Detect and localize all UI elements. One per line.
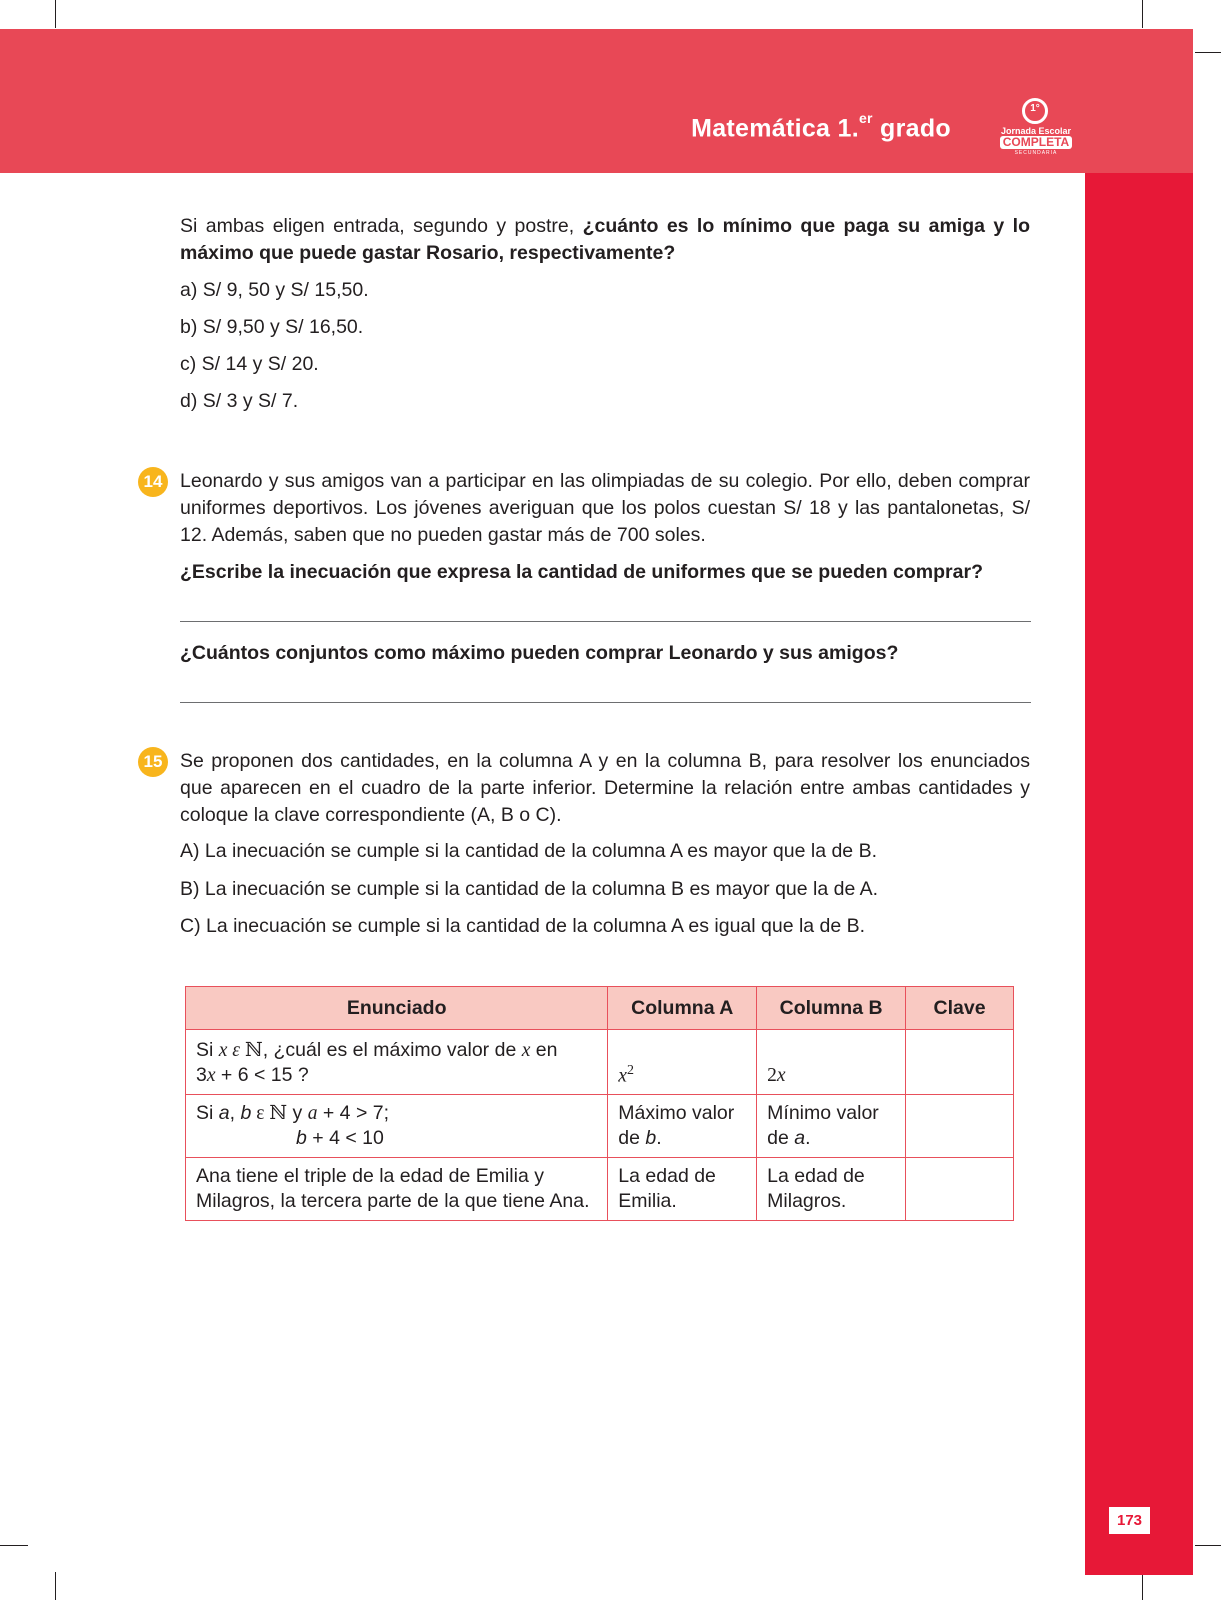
crop-mark — [1142, 1572, 1143, 1600]
clave-cell[interactable] — [906, 1095, 1014, 1158]
header-columna-b: Columna B — [757, 987, 906, 1030]
page-number: 173 — [1109, 1507, 1150, 1534]
statement-cell: Si a, b ε ℕ y a + 4 > 7; b + 4 < 10 — [186, 1095, 608, 1158]
header-clave: Clave — [906, 987, 1014, 1030]
column-a-cell: Máximo valor de b. — [608, 1095, 757, 1158]
jornada-escolar-logo: 1° Jornada Escolar COMPLETA SECUNDARIA — [996, 96, 1076, 156]
q14-text: Leonardo y sus amigos van a participar en las olimpiadas de su colegio. Por ello, deben comprar uniformes deportivos. Los jóvenes averiguan que los polos cuestan S/ 18 y las pantalonetas, S/ 12. Además, saben que no pueden gastar más de 700 soles. — [180, 470, 1030, 546]
q14-question-1: ¿Escribe la inecuación que expresa la cantidad de uniformes que se pueden comprar? — [180, 561, 983, 583]
table-row — [186, 1030, 1014, 1095]
q15-text: Se proponen dos cantidades, en la columna A y en la columna B, para resolver los enunciados que aparecen en el cuadro de la parte inferior. Determine la relación entre ambas cantidades y coloque la clave correspondiente (A, B o C). — [180, 750, 1030, 826]
q13-stem: Si ambas eligen entrada, segundo y postre, ¿cuánto es lo mínimo que paga su amiga y lo máximo que puede gastar Rosario, respectivamente? — [180, 215, 1030, 264]
answer-line[interactable] — [180, 702, 1031, 703]
q14-question-2: ¿Cuántos conjuntos como máximo pueden comprar Leonardo y sus amigos? — [180, 642, 899, 664]
comparison-table — [185, 986, 1014, 1221]
crop-mark — [0, 1545, 28, 1546]
column-b-cell: Mínimo valor de a. — [757, 1095, 906, 1158]
column-b-cell: La edad de Milagros. — [757, 1158, 906, 1221]
q13-option-b: b) S/ 9,50 y S/ 16,50. — [180, 316, 364, 338]
question-number-badge: 15 — [138, 747, 168, 777]
header-enunciado: Enunciado — [186, 987, 608, 1030]
page-title: Matemática 1.$^{er}$ grado — [691, 110, 951, 143]
crop-mark — [1195, 52, 1221, 53]
statement-cell: Ana tiene el triple de la edad de Emilia y Milagros, la tercera parte de la que tiene Ana. — [186, 1158, 608, 1221]
question-number-badge: 14 — [138, 467, 168, 497]
column-b-cell: 2x — [757, 1030, 906, 1095]
q15-option-c: C) La inecuación se cumple si la cantidad de la columna A es igual que la de B. — [180, 915, 866, 937]
crop-mark — [55, 1572, 56, 1600]
table-header-row — [186, 987, 1014, 1030]
answer-line[interactable] — [180, 621, 1031, 622]
header-columna-a: Columna A — [608, 987, 757, 1030]
side-band — [1085, 173, 1193, 1575]
clave-cell[interactable] — [906, 1158, 1014, 1221]
column-a-cell: La edad de Emilia. — [608, 1158, 757, 1221]
q13-option-d: d) S/ 3 y S/ 7. — [180, 390, 299, 412]
q13-option-a: a) S/ 9, 50 y S/ 15,50. — [180, 279, 369, 301]
q13-option-c: c) S/ 14 y S/ 20. — [180, 353, 319, 375]
q15-option-a: A) La inecuación se cumple si la cantidad de la columna A es mayor que la de B. — [180, 840, 877, 862]
table-row — [186, 1158, 1014, 1221]
sun-icon: 1° — [1022, 98, 1048, 124]
clave-cell[interactable] — [906, 1030, 1014, 1095]
statement-cell: Si x ε ℕ, ¿cuál es el máximo valor de x en 3x + 6 < 15 ? — [186, 1030, 608, 1095]
crop-mark — [1195, 1545, 1221, 1546]
table-row — [186, 1095, 1014, 1158]
column-a-cell: $x^2$ — [608, 1030, 757, 1095]
crop-mark — [1142, 0, 1143, 28]
crop-mark — [55, 0, 56, 28]
q15-option-b: B) La inecuación se cumple si la cantidad de la columna B es mayor que la de A. — [180, 878, 879, 900]
